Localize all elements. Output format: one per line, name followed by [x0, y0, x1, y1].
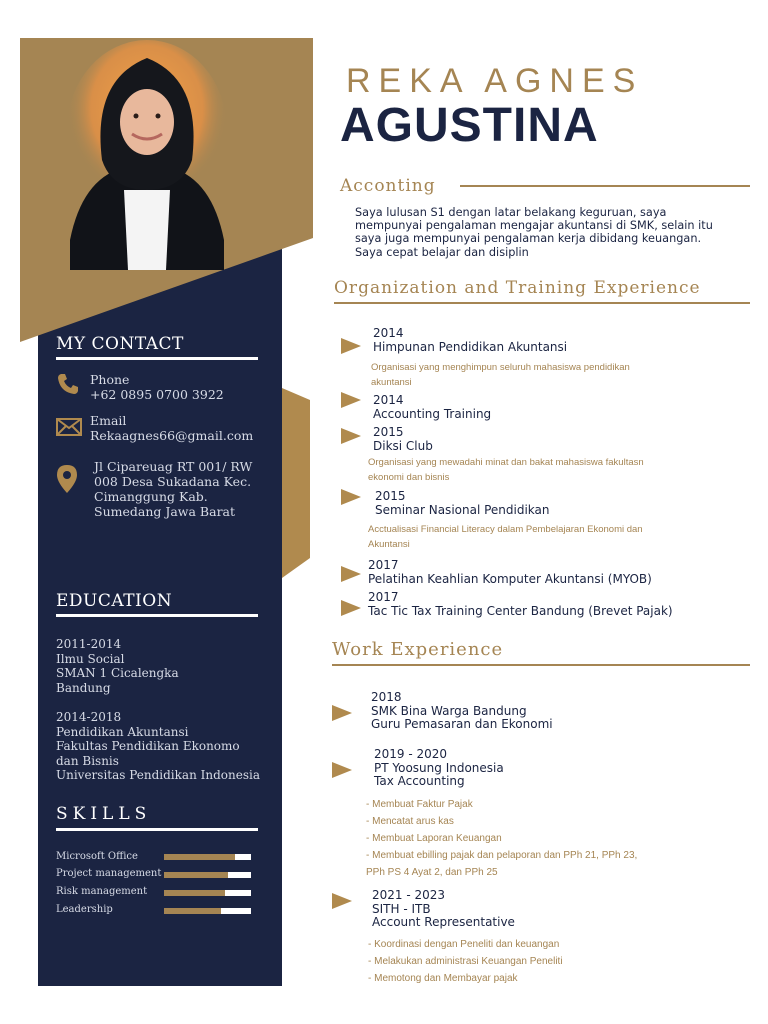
- work-divider: [332, 664, 750, 666]
- education-entry-2: 2014-2018 Pendidikan Akuntansi Fakultas Pendidikan Ekonomo dan Bisnis Universitas Pendidikan Indonesia: [56, 710, 260, 782]
- skills-divider: [56, 828, 258, 831]
- bullet-arrow: [341, 392, 361, 408]
- work-section-title: Work Experience: [332, 639, 504, 660]
- summary-text: Saya lulusan S1 dengan latar belakang keguruan, saya mempunyai pengalaman mengajar akuntansi di SMK, selain itu saya juga mempunyai pengalaman kerja dibidang keuangan. Saya cepat belajar dan disiplin: [355, 206, 713, 259]
- phone-icon: [56, 372, 80, 396]
- bullet-arrow: [332, 762, 352, 778]
- org-desc: Organisasi yang mewadahi minat dan bakat mahasiswa fakultasn ekonomi dan bisnis: [368, 457, 644, 483]
- work-year: 2019 - 2020: [374, 747, 448, 761]
- organization-divider: [334, 302, 750, 304]
- skill-bar-fill: [164, 872, 228, 878]
- skill-label: Project management: [56, 868, 162, 879]
- org-year: 2015: [375, 489, 406, 503]
- phone-number: +62 0895 0700 3922: [90, 387, 224, 402]
- work-year: 2021 - 2023: [372, 888, 446, 902]
- skill-bar: [164, 908, 251, 914]
- education-section-title: EDUCATION: [56, 591, 173, 611]
- skill-bar-fill: [164, 854, 235, 860]
- email-address: Rekaagnes66@gmail.com: [90, 428, 254, 443]
- org-year: 2014: [373, 393, 404, 407]
- bullet-arrow: [341, 600, 361, 616]
- bullet-arrow: [332, 893, 352, 909]
- work-company: SMK Bina Warga Bandung: [371, 704, 527, 718]
- org-name: Himpunan Pendidikan Akuntansi: [373, 340, 568, 354]
- profession-divider: [460, 185, 750, 187]
- bullet-arrow: [341, 489, 361, 505]
- location-pin-icon: [56, 464, 78, 494]
- address-text: Jl Cipareuag RT 001/ RW 008 Desa Sukadana Kec. Cimanggung Kab. Sumedang Jawa Barat: [94, 459, 253, 519]
- skill-bar: [164, 872, 251, 878]
- work-duties: - Koordinasi dengan Peneliti dan keuangan - Melakukan administrasi Keuangan Peneliti - Memotong dan Membayar pajak: [368, 939, 563, 984]
- contact-section-title: MY CONTACT: [56, 334, 184, 354]
- first-name: REKA AGNES: [346, 62, 644, 100]
- phone-label: Phone: [90, 372, 130, 387]
- profession-title: Acconting: [340, 176, 436, 196]
- work-year: 2018: [371, 690, 402, 704]
- work-duties: - Membuat Faktur Pajak - Mencatat arus kas - Membuat Laporan Keuangan - Membuat ebilling pajak dan pelaporan dan PPh 21, PPh 23, PPh PS 4 Ayat 2, dan PPh 25: [366, 799, 638, 878]
- org-desc: Organisasi yang menghimpun seluruh mahasiswa pendidikan akuntansi: [371, 362, 630, 388]
- org-desc: Acctualisasi Financial Literacy dalam Pembelajaran Ekonomi dan Akuntansi: [368, 524, 643, 550]
- skill-bar: [164, 890, 251, 896]
- skill-bar-fill: [164, 890, 225, 896]
- organization-section-title: Organization and Training Experience: [334, 278, 701, 298]
- org-year: 2017: [368, 558, 399, 572]
- bullet-arrow: [332, 705, 352, 721]
- org-name: Diksi Club: [373, 439, 433, 453]
- work-role: Guru Pemasaran dan Ekonomi: [371, 717, 553, 731]
- email-label: Email: [90, 413, 127, 428]
- org-year: 2017: [368, 590, 399, 604]
- work-company: PT Yoosung Indonesia: [374, 761, 504, 775]
- bullet-arrow: [341, 428, 361, 444]
- contact-divider: [56, 357, 258, 360]
- skill-label: Risk management: [56, 886, 148, 897]
- skill-label: Leadership: [56, 904, 113, 915]
- email-icon: [56, 418, 82, 436]
- skill-label: Microsoft Office: [56, 851, 138, 862]
- org-name: Seminar Nasional Pendidikan: [375, 503, 550, 517]
- profile-photo: [62, 40, 232, 270]
- skill-bar: [164, 854, 251, 860]
- work-company: SITH - ITB: [372, 902, 431, 916]
- education-divider: [56, 614, 258, 617]
- org-year: 2014: [373, 326, 404, 340]
- org-year: 2015: [373, 425, 404, 439]
- bullet-arrow: [341, 338, 361, 354]
- org-name: Pelatihan Keahlian Komputer Akuntansi (MYOB): [368, 572, 652, 586]
- skill-bar-fill: [164, 908, 221, 914]
- education-entry-1: 2011-2014 Ilmu Social SMAN 1 Cicalengka Bandung: [56, 637, 179, 695]
- work-role: Tax Accounting: [374, 774, 465, 788]
- last-name: AGUSTINA: [340, 99, 599, 152]
- org-name: Accounting Training: [373, 407, 492, 421]
- bullet-arrow: [341, 566, 361, 582]
- work-role: Account Representative: [372, 915, 515, 929]
- org-name: Tac Tic Tax Training Center Bandung (Brevet Pajak): [368, 604, 673, 618]
- skills-section-title: SKILLS: [56, 804, 152, 824]
